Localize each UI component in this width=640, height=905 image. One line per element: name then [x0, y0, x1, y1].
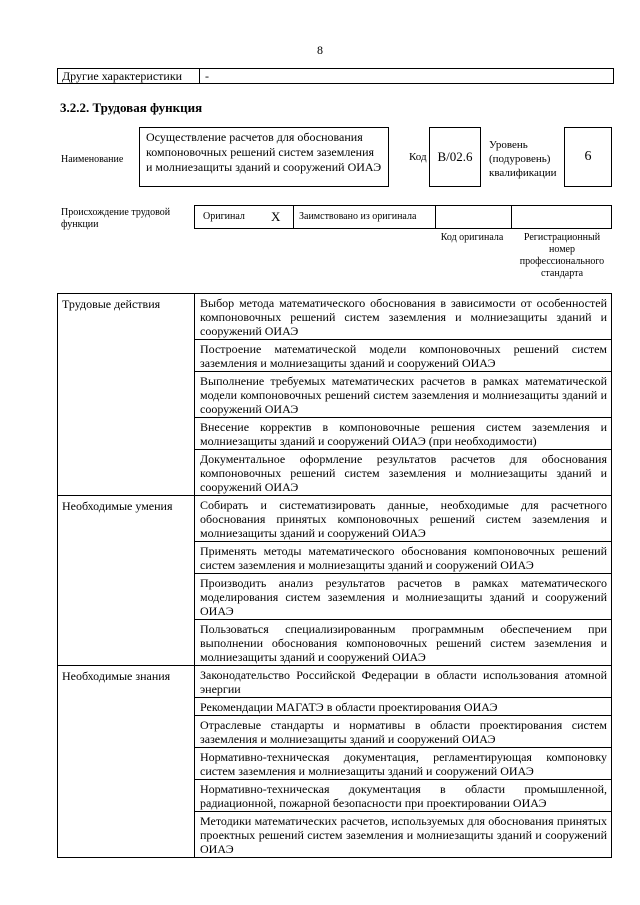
group-title: Трудовые действия [57, 294, 194, 495]
list-item: Внесение корректив в компоновочные решения систем заземления и молниезащиты зданий и сооружений ОИАЭ (при необходимости) [195, 418, 611, 450]
list-item: Законодательство Российской Федерации в области использования атомной энергии [195, 666, 611, 698]
origin-label: Происхождение трудовой функции [61, 207, 171, 230]
name-label: Наименование [61, 154, 124, 165]
other-characteristics-row [57, 68, 614, 84]
page-number: 8 [317, 43, 323, 57]
list-item: Документальное оформление результатов расчетов для обоснования компоновочных решений систем заземления и молниезащиты зданий и сооружений ОИАЭ [200, 452, 607, 494]
code-label: Код [409, 151, 427, 163]
group-title: Необходимые умения [57, 496, 194, 665]
original-label: Оригинал [203, 211, 245, 222]
level-value: 6 [564, 127, 612, 187]
list-item: Собирать и систематизировать данные, необходимые для расчетного обоснования принятых компоновочных решений систем заземления и молниезащиты зданий и сооружений ОИАЭ [195, 496, 611, 542]
code-original-caption: Код оригинала [440, 232, 504, 243]
list-item: Методики математических расчетов, используемых для обоснования принятых проектных решений систем заземления и молниезащиты зданий и сооружений ОИАЭ [200, 814, 607, 856]
labor-actions-group [57, 294, 612, 496]
list-item: Выполнение требуемых математических расчетов в рамках математической модели компоновочных решений систем заземления и молниезащиты зданий и сооружений ОИАЭ [195, 372, 611, 418]
list-item: Рекомендации МАГАТЭ в области проектирования ОИАЭ [195, 698, 611, 716]
list-item: Производить анализ результатов расчетов в рамках математического моделирования систем заземления и молниезащиты зданий и сооружений ОИАЭ [195, 574, 611, 620]
list-item: Пользоваться специализированным программным обеспечением при выполнении обоснования компоновочных решений систем заземления и молниезащиты зданий и сооружений ОИАЭ [200, 622, 607, 664]
group-title: Необходимые знания [57, 666, 194, 857]
list-item: Нормативно-техническая документация, регламентирующая компоновку систем заземления и молниезащиты зданий и сооружений ОИАЭ [195, 748, 611, 780]
function-name: Осуществление расчетов для обоснования компоновочных решений систем заземления и молниезащиты зданий и сооружений ОИАЭ [139, 127, 389, 187]
level-label: Уровень (подуровень) квалификации [489, 139, 557, 179]
list-item: Нормативно-техническая документация в области промышленной, радиационной, пожарной безопасности при проектировании ОИАЭ [195, 780, 611, 812]
borrowed-label: Заимствовано из оригинала [299, 211, 417, 222]
list-item: Построение математической модели компоновочных решений систем заземления и молниезащиты зданий и сооружений ОИАЭ [195, 340, 611, 372]
section-title: 3.2.2. Трудовая функция [60, 100, 203, 115]
required-skills-group [57, 496, 612, 666]
origin-row [194, 205, 612, 229]
list-item: Применять методы математического обоснования компоновочных решений систем заземления и молниезащиты зданий и сооружений ОИАЭ [195, 542, 611, 574]
other-characteristics-label: Другие характеристики [62, 69, 183, 83]
list-item: Отраслевые стандарты и нормативы в области проектирования систем заземления и молниезащиты зданий и сооружений ОИАЭ [195, 716, 611, 748]
list-item: Выбор метода математического обоснования в зависимости от особенностей компоновочных решений систем заземления и молниезащиты зданий и сооружений ОИАЭ [195, 294, 611, 340]
original-mark: X [271, 209, 281, 224]
function-details-table [57, 293, 612, 858]
code-value: B/02.6 [429, 127, 481, 187]
registration-number-caption: Регистрационный номер профессионального стандарта [519, 232, 605, 279]
other-characteristics-value: - [205, 69, 209, 83]
required-knowledge-group [57, 666, 612, 858]
